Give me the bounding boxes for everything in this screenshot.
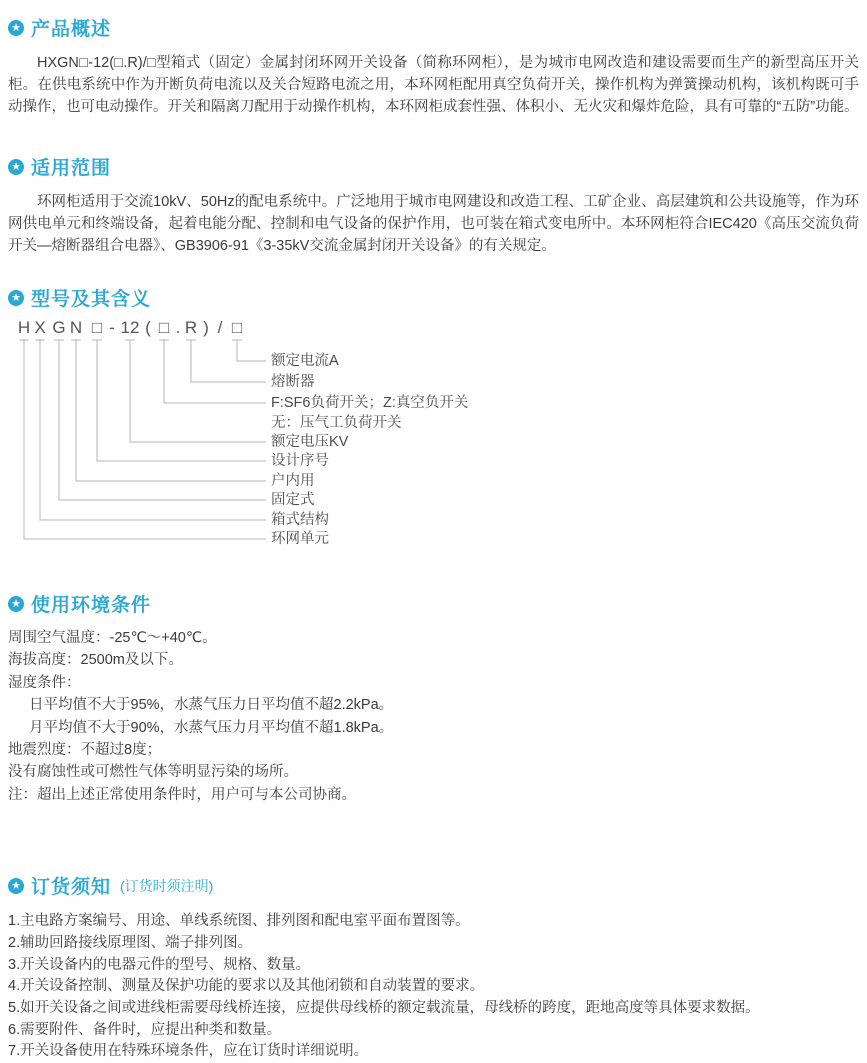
model-char: N [69,318,83,337]
section-application-scope [8,153,859,257]
model-char: □ [231,318,243,337]
model-char: □ [91,318,103,337]
diagram-label-box-structure: 箱式结构 [271,512,329,528]
section-environment-conditions [8,590,859,806]
model-code-diagram [8,318,859,553]
section-title-scope: 适用范围 [31,158,112,179]
env-line-seismic: 地震烈度：不超过8度； [8,742,162,759]
env-line-daily-avg: 日平均值不大于95%，水蒸气压力日平均值不超2.2kPa。 [29,697,394,714]
diagram-label-rated-current: 额定电流A [271,353,339,369]
section-title-environment: 使用环境条件 [31,595,152,616]
section-header-overview [8,14,859,41]
env-line-humidity: 湿度条件： [8,674,81,691]
section-header-model [8,284,859,311]
env-line-pollution: 没有腐蚀性或可燃性气体等明显污染的场所。 [8,764,298,781]
ordering-items-list [8,911,859,1063]
model-char: / [217,318,223,337]
ordering-item-2: 2.辅助回路接线原理图、端子排列图。 [8,934,253,951]
model-char: X [34,318,46,337]
model-char: 12 [120,318,140,337]
model-char: H [17,318,31,337]
section-product-overview [8,14,859,118]
ordering-item-5: 5.如开关设备之间或进线柜需要母线桥连接，应提供母线桥的额定载流量，母线桥的跨度，距地高度等具体要求数据。 [8,1000,760,1017]
model-char: ( [145,318,151,337]
ordering-item-7: 7.开关设备使用在特殊环境条件，应在订货时详细说明。 [8,1043,369,1060]
section-ordering-notes [8,872,859,1063]
model-char: □ [158,318,170,337]
star-circle-icon: ★ [8,878,24,894]
ordering-item-1: 1.主电路方案编号、用途、单线系统图、排列图和配电室平面布置图等。 [8,913,470,930]
section-title-ordering: 订货须知 [31,877,112,899]
diagram-label-design-serial: 设计序号 [271,453,329,469]
star-circle-icon: ★ [8,20,24,36]
diagram-label-switch-type: F:SF6负荷开关；Z:真空负开关 [271,395,469,411]
model-char: G [52,318,66,337]
env-line-note: 注：超出上述正常使用条件时，用户可与本公司协商。 [8,786,356,803]
ordering-item-3: 3.开关设备内的电器元件的型号、规格、数量。 [8,956,311,973]
diagram-label-switch-type-2: 无：压气工负荷开关 [271,415,402,431]
diagram-label-fixed-type: 固定式 [271,492,315,508]
environment-conditions-list [8,627,859,806]
env-line-monthly-avg: 月平均值不大于90%，水蒸气压力月平均值不超1.8kPa。 [29,719,394,736]
model-char: - [109,318,115,337]
star-circle-icon: ★ [8,596,24,612]
section-title-overview: 产品概述 [31,19,112,40]
section-model-meaning [8,284,859,553]
diagram-connector-lines [8,318,859,553]
section-header-ordering [8,872,859,899]
model-char: . [175,318,181,337]
section-header-environment [8,590,859,617]
star-circle-icon: ★ [8,159,24,175]
diagram-label-fuse: 熔断器 [271,374,315,390]
model-char: ) [203,318,209,337]
env-line-altitude: 海拔高度：2500m及以下。 [8,652,183,669]
ordering-item-4: 4.开关设备控制、测量及保护功能的要求以及其他闭锁和自动装置的要求。 [8,978,485,995]
star-circle-icon: ★ [8,290,24,306]
env-line-temperature: 周围空气温度：-25℃～+40℃。 [8,630,217,646]
diagram-label-indoor-use: 户内用 [271,473,315,489]
diagram-label-rated-voltage: 额定电压KV [271,434,349,450]
scope-paragraph: 环网柜适用于交流10kV、50Hz的配电系统中。广泛地用于城市电网建设和改造工程、工矿企业、高层建筑和公共设施等，作为环网供电单元和终端设备，起着电能分配、控制和电气设备的保护作用，也可装在箱式变电所中。本环网柜符合IEC420《高压交流负荷开关—熔断器组合电器》、GB3906-91《3-35kV交流金属封闭开关设备》的有关规定。 [8,194,859,254]
ordering-item-6: 6.需要附件、备件时，应提出种类和数量。 [8,1021,282,1038]
overview-paragraph: HXGN□-12(□.R)/□型箱式（固定）金属封闭环网开关设备（简称环网柜），是为城市电网改造和建设需要而生产的新型高压开关柜。在供电系统中作为开断负荷电流以及关合短路电流之用，本环网柜配用真空负荷开关，操作机构为弹簧操动机构，该机构既可手动操作，也可电动操作。开关和隔离刀配用于动操作机构，本环网柜成套性强、体积小、无火灾和爆炸危险，具有可靠的“五防”功能。 [8,55,859,115]
model-char: R [184,318,198,337]
section-subtitle-ordering: (订货时须注明) [120,877,214,894]
diagram-label-ring-main-unit: 环网单元 [271,531,329,547]
section-header-scope [8,153,859,180]
section-title-model: 型号及其含义 [31,289,152,310]
